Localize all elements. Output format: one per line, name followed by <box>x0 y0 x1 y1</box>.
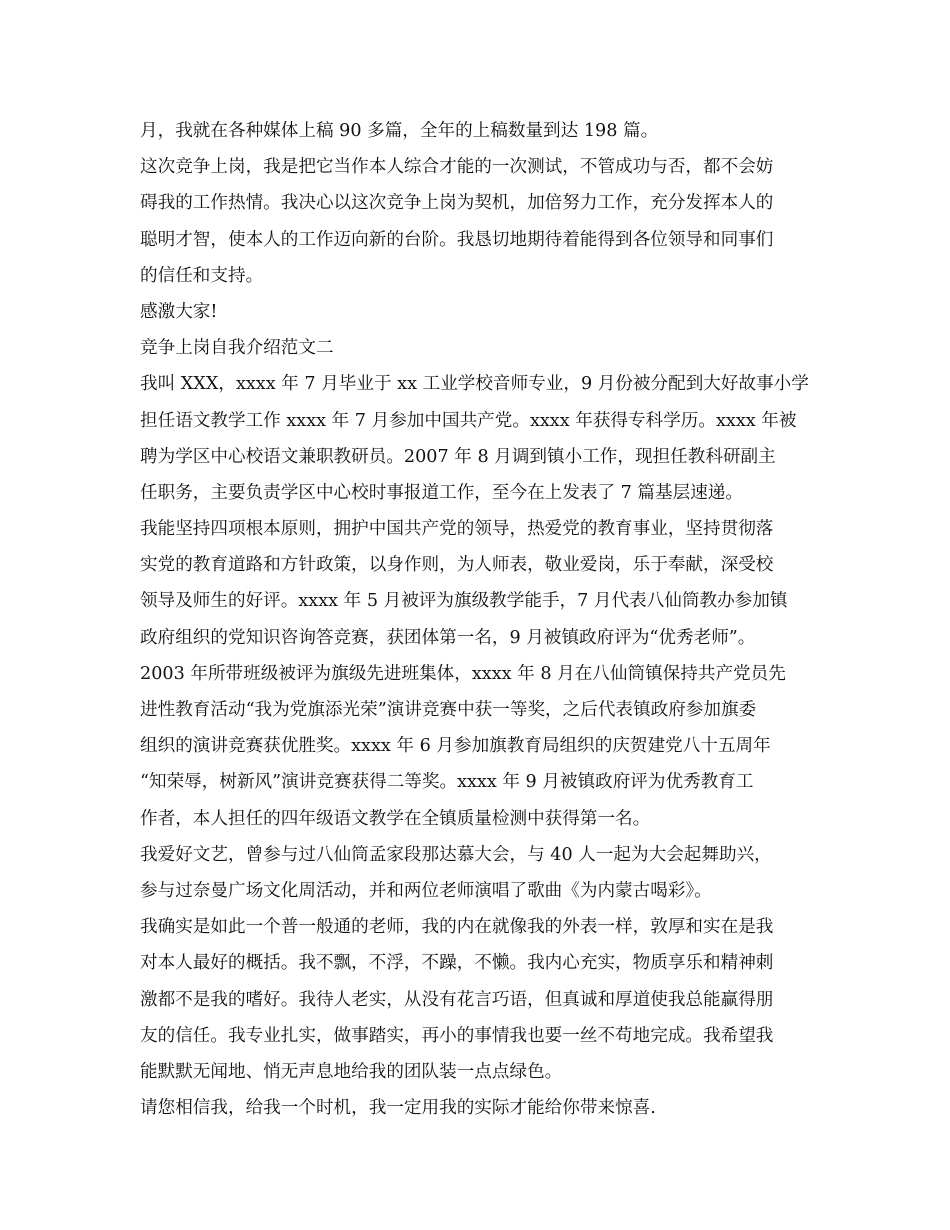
text-line: 参与过奈曼广场文化周活动，并和两位老师演唱了歌曲《为内蒙古喝彩》。 <box>140 880 712 901</box>
text-line: “知荣辱，树新风”演讲竞赛获得二等奖。xxxx 年 9 月被镇政府评为优秀教育工 <box>140 772 754 793</box>
text-line: 对本人最好的概括。我不飘，不浮，不躁，不懒。我内心充实，物质享乐和精神刺 <box>140 953 774 974</box>
section-heading: 竞争上岗自我介绍范文二 <box>140 338 334 359</box>
text-line: 作者，本人担任的四年级语文教学在全镇质量检测中获得第一名。 <box>140 808 651 829</box>
document-body <box>140 113 830 1126</box>
text-line: 2003 年所带班级被评为旗级先进班集体，xxxx 年 8 月在八仙筒镇保持共产党员先 <box>140 663 786 684</box>
text-line: 我能坚持四项根本原则，拥护中国共产党的领导，热爱党的教育事业，坚持贯彻落 <box>140 519 774 540</box>
text-line: 月，我就在各种媒体上稿 90 多篇，全年的上稿数量到达 198 篇。 <box>140 121 659 141</box>
text-line: 激都不是我的嗜好。我待人老实，从没有花言巧语，但真诚和厚道使我总能赢得朋 <box>140 989 774 1010</box>
text-line: 我叫 XXX，xxxx 年 7 月毕业于 xx 工业学校音师专业，9 月份被分配到大好故事小学 <box>140 374 809 395</box>
text-line: 碍我的工作热情。我决心以这次竞争上岗为契机，加倍努力工作，充分发挥本人的 <box>140 193 774 214</box>
text-line: 这次竞争上岗，我是把它当作本人综合才能的一次测试，不管成功与否，都不会妨 <box>140 157 774 178</box>
text-line: 进性教育活动“我为党旗添光荣”演讲竞赛中获一等奖，之后代表镇政府参加旗委 <box>140 700 757 720</box>
text-line: 实党的教育道路和方针政策，以身作则，为人师表，敬业爱岗，乐于奉献，深受校 <box>140 555 774 576</box>
text-line: 领导及师生的好评。xxxx 年 5 月被评为旗级教学能手，7 月代表八仙筒教办参加镇 <box>140 591 788 612</box>
text-line: 担任语文教学工作 xxxx 年 7 月参加中国共产党。xxxx 年获得专科学历。xxxx 年被 <box>140 410 797 431</box>
text-line: 的信任和支持。 <box>140 265 264 286</box>
text-line: 能默默无闻地、悄无声息地给我的团队装一点点绿色。 <box>140 1061 563 1082</box>
text-line: 任职务，主要负责学区中心校时事报道工作，至今在上发表了 7 篇基层速递。 <box>140 482 743 503</box>
text-line: 政府组织的党知识咨询答竞赛，获团体第一名，9 月被镇政府评为“优秀老师”。 <box>140 627 756 648</box>
text-line: 我爱好文艺，曾参与过八仙筒孟家段那达慕大会，与 40 人一起为大会起舞助兴， <box>140 844 772 865</box>
text-line: 聪明才智，使本人的工作迈向新的台阶。我恳切地期待着能得到各位领导和同事们 <box>140 229 774 250</box>
text-line: 聘为学区中心校语文兼职教研员。2007 年 8 月调到镇小工作，现担任教科研副主 <box>140 446 776 467</box>
text-line: 感激大家! <box>140 301 218 322</box>
text-line: 组织的演讲竞赛获优胜奖。xxxx 年 6 月参加旗教育局组织的庆贺建党八十五周年 <box>140 736 771 757</box>
text-line: 请您相信我，给我一个时机，我一定用我的实际才能给你带来惊喜. <box>140 1098 656 1119</box>
text-line: 我确实是如此一个普一般通的老师，我的内在就像我的外表一样，敦厚和实在是我 <box>140 917 774 938</box>
text-line: 友的信任。我专业扎实，做事踏实，再小的事情我也要一丝不苟地完成。我希望我 <box>140 1025 774 1046</box>
